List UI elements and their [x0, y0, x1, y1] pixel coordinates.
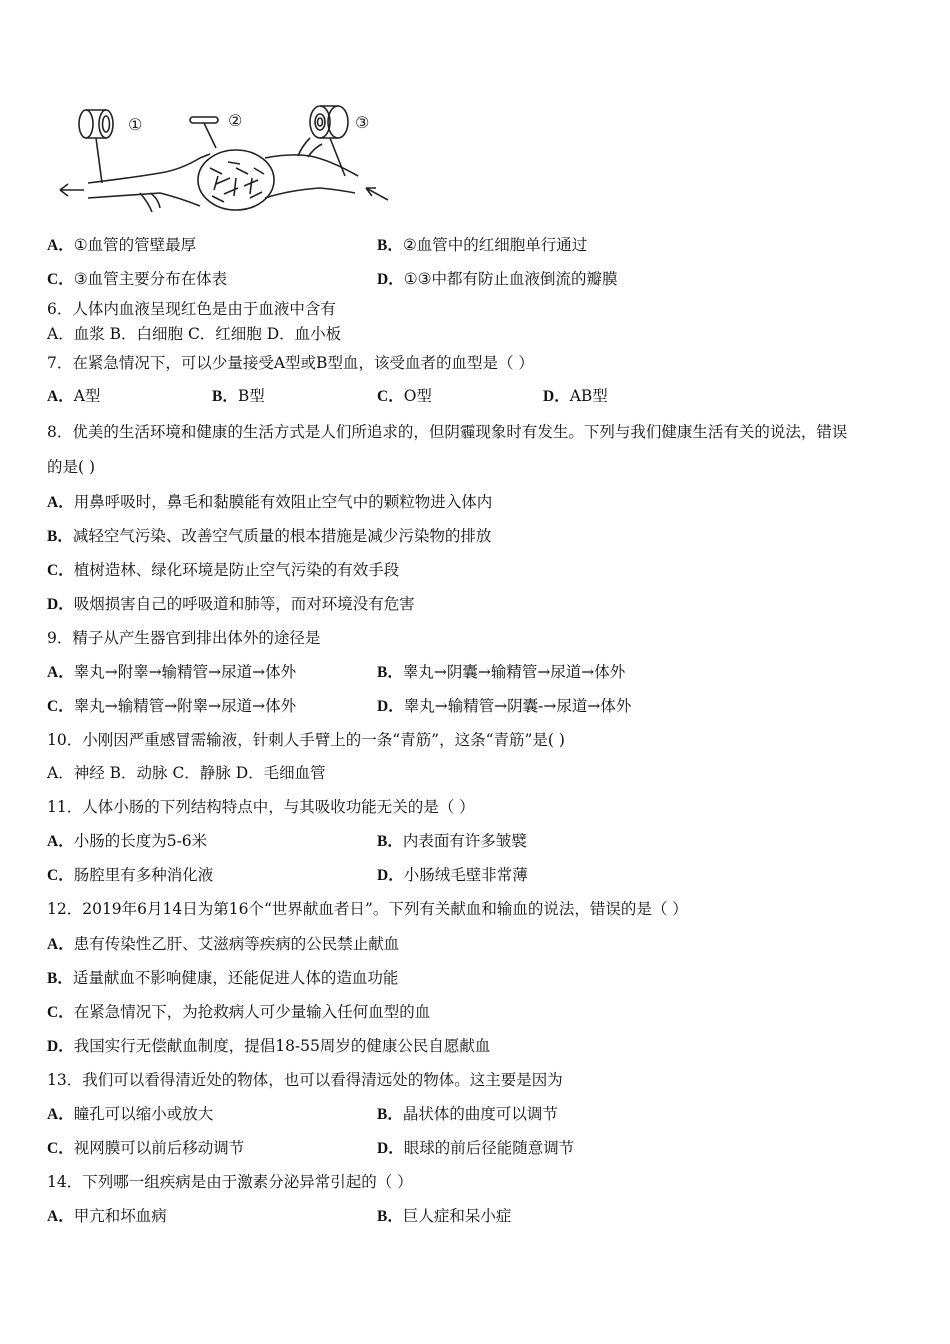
option-key: C． — [377, 388, 404, 405]
option-key: D． — [377, 271, 404, 288]
option-text: 睾丸→输精管→附睾→尿道→体外 — [73, 697, 297, 715]
option-text: 吸烟损害自己的呼吸道和肺等，而对环境没有危害 — [73, 595, 415, 613]
option-key: C． — [47, 562, 74, 579]
option-key: A． — [47, 833, 74, 850]
q12-option-b — [47, 967, 398, 990]
option-key: D． — [47, 1038, 74, 1055]
q8-option-b — [47, 525, 491, 548]
option-text: ③血管主要分布在体表 — [73, 270, 228, 288]
option-key: A． — [47, 494, 74, 511]
option-key: D． — [377, 1140, 404, 1157]
option-text: 小肠绒毛壁非常薄 — [403, 866, 528, 884]
label-3: ③ — [355, 113, 370, 132]
q5-option-d — [377, 268, 618, 291]
option-text: ②血管中的红细胞单行通过 — [402, 236, 588, 254]
option-key: C． — [47, 867, 74, 884]
option-key: B． — [377, 1106, 403, 1123]
option-text: 适量献血不影响健康，还能促进人体的造血功能 — [72, 969, 399, 987]
option-text: 睾丸→附睾→输精管→尿道→体外 — [73, 663, 297, 681]
q13-option-d — [377, 1137, 574, 1160]
option-text: 晶状体的曲度可以调节 — [402, 1105, 558, 1123]
q13-option-c — [47, 1137, 244, 1160]
q9-option-d — [377, 695, 631, 718]
option-key: D． — [377, 698, 404, 715]
option-key: B． — [47, 528, 73, 545]
q8-option-d — [47, 593, 415, 616]
option-text: 肠腔里有多种消化液 — [73, 866, 214, 884]
q12-option-c — [47, 1001, 430, 1024]
option-text: 甲亢和坏血病 — [73, 1207, 167, 1225]
q12-option-a — [47, 933, 399, 956]
q5-option-a — [47, 234, 196, 257]
option-text: B型 — [237, 387, 265, 405]
q8-option-c — [47, 559, 399, 582]
vessel-1-front — [79, 110, 93, 138]
option-key: D． — [543, 388, 570, 405]
option-key: B． — [47, 970, 73, 987]
q10-options: A．神经 B．动脉 C．静脉 D．毛细血管 — [47, 764, 326, 782]
q10-stem: 10．小刚因严重感冒需输液，针刺人手臂上的一条“青筋”，这条“青筋”是( ) — [47, 731, 565, 749]
q8-stem-line1: 8．优美的生活环境和健康的生活方式是人们所追求的，但阴霾现象时有发生。下列与我们健康生活有关的说法，错误 — [47, 423, 848, 441]
option-key: D． — [47, 596, 74, 613]
q11-stem: 11．人体小肠的下列结构特点中，与其吸收功能无关的是（ ） — [47, 798, 475, 816]
option-text: 内表面有许多皱襞 — [402, 832, 527, 850]
option-text: 我国实行无偿献血制度，提倡18-55周岁的健康公民自愿献血 — [73, 1037, 491, 1055]
option-key: A． — [47, 664, 74, 681]
option-text: 眼球的前后径能随意调节 — [403, 1139, 575, 1157]
q14-option-b — [377, 1205, 511, 1228]
q9-stem: 9．精子从产生器官到排出体外的途径是 — [47, 629, 321, 647]
q9-option-b — [377, 661, 625, 684]
option-text: 巨人症和呆小症 — [402, 1207, 512, 1225]
option-text: 减轻空气污染、改善空气质量的根本措施是减少污染物的排放 — [72, 527, 492, 545]
option-key: A． — [47, 1106, 74, 1123]
q12-stem: 12．2019年6月14日为第16个“世界献血者日”。下列有关献血和输血的说法，错误的是（ ） — [47, 900, 688, 918]
q6-stem: 6．人体内血液呈现红色是由于血液中含有 — [47, 300, 336, 318]
option-text: ①血管的管壁最厚 — [73, 236, 197, 254]
option-key: B． — [377, 833, 403, 850]
option-key: A． — [47, 936, 74, 953]
option-key: A． — [47, 1208, 74, 1225]
option-text: 植树造林、绿化环境是防止空气污染的有效手段 — [73, 561, 400, 579]
option-key: C． — [47, 271, 74, 288]
q5-option-c — [47, 268, 227, 291]
q13-option-a — [47, 1103, 213, 1126]
option-key: A． — [47, 237, 74, 254]
option-text: O型 — [403, 387, 432, 405]
q14-stem: 14．下列哪一组疾病是由于激素分泌异常引起的（ ） — [47, 1173, 413, 1191]
q14-option-a — [47, 1205, 167, 1228]
option-key: C． — [47, 1140, 74, 1157]
q7-option-c — [377, 385, 432, 408]
option-key: B． — [377, 237, 403, 254]
q11-option-c — [47, 864, 213, 887]
option-key: B． — [377, 664, 403, 681]
option-text: 小肠的长度为5-6米 — [73, 832, 208, 850]
option-text: 睾丸→阴囊→输精管→尿道→体外 — [402, 663, 626, 681]
q11-option-a — [47, 830, 207, 853]
option-text: 用鼻呼吸时，鼻毛和黏膜能有效阻止空气中的颗粒物进入体内 — [73, 493, 493, 511]
label-1: ① — [128, 115, 143, 134]
option-key: C． — [47, 698, 74, 715]
q7-option-d — [543, 385, 608, 408]
option-key: B． — [212, 388, 238, 405]
option-text: 患有传染性乙肝、艾滋病等疾病的公民禁止献血 — [73, 935, 400, 953]
option-text: 睾丸→输精管→阴囊-→尿道→体外 — [403, 697, 632, 715]
q7-option-a — [47, 385, 100, 408]
q11-option-b — [377, 830, 527, 853]
q7-stem: 7．在紧急情况下，可以少量接受A型或B型血，该受血者的血型是（ ） — [47, 354, 534, 372]
option-text: A型 — [73, 387, 101, 405]
option-text: AB型 — [569, 387, 608, 405]
q7-option-b — [212, 385, 265, 408]
option-key: B． — [377, 1208, 403, 1225]
q8-option-a — [47, 491, 492, 514]
q13-stem: 13．我们可以看得清近处的物体，也可以看得清远处的物体。这主要是因为 — [47, 1071, 563, 1089]
q6-options: A．血浆 B．白细胞 C．红细胞 D．血小板 — [47, 325, 342, 343]
q9-option-a — [47, 661, 296, 684]
q12-option-d — [47, 1035, 490, 1058]
option-key: A． — [47, 388, 74, 405]
option-text: 瞳孔可以缩小或放大 — [73, 1105, 214, 1123]
q9-option-c — [47, 695, 296, 718]
label-2: ② — [228, 111, 243, 130]
q5-option-b — [377, 234, 587, 257]
option-key: C． — [47, 1004, 74, 1021]
option-text: ①③中都有防止血液倒流的瓣膜 — [403, 270, 618, 288]
option-text: 视网膜可以前后移动调节 — [73, 1139, 245, 1157]
q11-option-d — [377, 864, 528, 887]
q8-stem-line2: 的是( ) — [47, 458, 96, 476]
q13-option-b — [377, 1103, 558, 1126]
blood-vessel-diagram — [40, 98, 400, 218]
option-text: 在紧急情况下，为抢救病人可少量输入任何血型的血 — [73, 1003, 431, 1021]
option-key: D． — [377, 867, 404, 884]
